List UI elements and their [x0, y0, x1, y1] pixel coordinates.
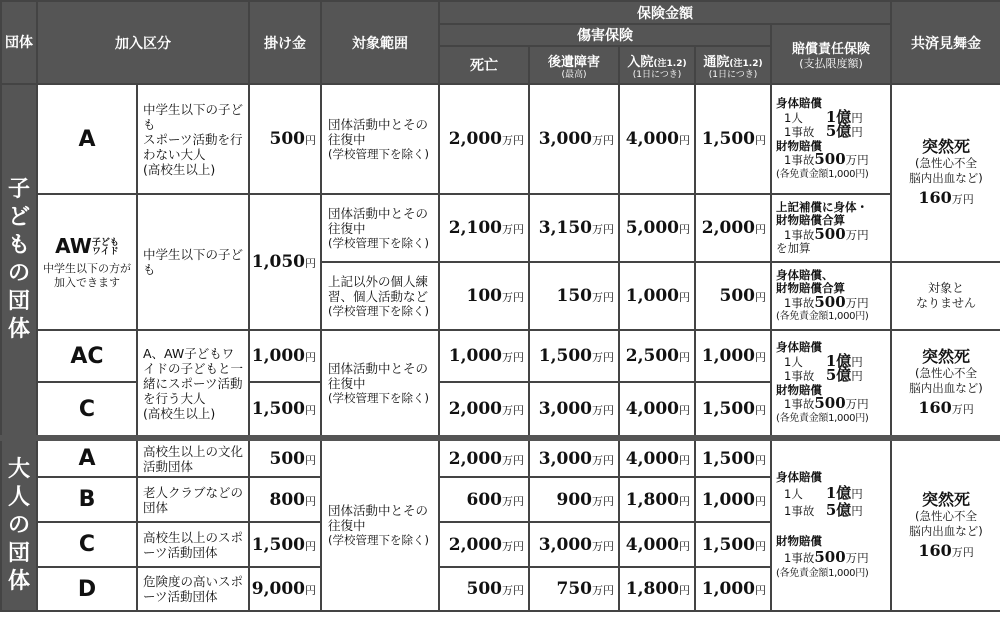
- outpatient-cell: 500円: [695, 262, 771, 330]
- header-mimai: 共済見舞金: [891, 1, 1000, 84]
- group-label-adults: [1, 438, 37, 611]
- outpatient-cell: 1,000円: [695, 477, 771, 522]
- inpatient-cell: 1,800円: [619, 567, 695, 611]
- category-desc: 老人クラブなどの団体: [137, 477, 249, 522]
- header-injury-insurance: 傷害保険: [439, 24, 771, 46]
- disability-cell: 3,000万円: [529, 382, 619, 438]
- disability-cell: 3,000万円: [529, 438, 619, 477]
- liability-cell: 上記補償に身体・ 財物賠償合算 1事故500万円 を加算: [771, 194, 891, 262]
- death-cell: 600万円: [439, 477, 529, 522]
- death-cell: 500万円: [439, 567, 529, 611]
- death-cell: 1,000万円: [439, 330, 529, 382]
- scope-cell: 団体活動中とその往復中 (学校管理下を除く): [321, 84, 439, 194]
- inpatient-cell: 4,000円: [619, 382, 695, 438]
- outpatient-cell: 2,000円: [695, 194, 771, 262]
- category-code: C: [37, 522, 137, 567]
- header-disability: 後遺障害 (最高): [529, 46, 619, 84]
- disability-cell: 900万円: [529, 477, 619, 522]
- category-desc: 高校生以上のスポーツ活動団体: [137, 522, 249, 567]
- liability-cell: 身体賠償 1人 1億円 1事故 5億円 財物賠償 1事故500万円 (各免責金額1,000円): [771, 438, 891, 611]
- fee-cell: 9,000円: [249, 567, 321, 611]
- category-code: A: [37, 84, 137, 194]
- header-group: 団体: [1, 1, 37, 84]
- mimai-cell: 対象と なりません: [891, 262, 1000, 330]
- fee-cell: 1,500円: [249, 382, 321, 438]
- category-code: AW子ども ワイド 中学生以下の方が加入できます: [37, 194, 137, 330]
- category-desc: 危険度の高いスポーツ活動団体: [137, 567, 249, 611]
- scope-cell: 団体活動中とその往復中 (学校管理下を除く): [321, 330, 439, 438]
- header-outpatient: 通院(注1.2) (1日につき): [695, 46, 771, 84]
- inpatient-cell: 1,000円: [619, 262, 695, 330]
- category-desc: 中学生以下の子ども スポーツ活動を行わない大人 (高校生以上): [137, 84, 249, 194]
- scope-cell: 団体活動中とその往復中 (学校管理下を除く): [321, 438, 439, 611]
- disability-cell: 3,150万円: [529, 194, 619, 262]
- fee-cell: 1,000円: [249, 330, 321, 382]
- category-code: A: [37, 438, 137, 477]
- outpatient-cell: 1,500円: [695, 438, 771, 477]
- inpatient-cell: 4,000円: [619, 84, 695, 194]
- group-label-kids: [1, 84, 37, 438]
- category-desc: A、AW子どもワイドの子どもと一緒にスポーツ活動を行う大人 (高校生以上): [137, 330, 249, 438]
- table-row: [1, 84, 1000, 194]
- category-desc: 中学生以下の子ども: [137, 194, 249, 330]
- disability-cell: 150万円: [529, 262, 619, 330]
- fee-cell: 1,500円: [249, 522, 321, 567]
- group-label-kids-text: 子 ど も の 団 体: [7, 177, 30, 342]
- liability-cell: 身体賠償 1人 1億円 1事故 5億円 財物賠償 1事故500万円 (各免責金額1,000円): [771, 84, 891, 194]
- disability-cell: 3,000万円: [529, 522, 619, 567]
- inpatient-cell: 4,000円: [619, 438, 695, 477]
- mimai-cell: 突然死 (急性心不全 脳内出血など) 160万円: [891, 438, 1000, 611]
- scope-cell: 団体活動中とその往復中 (学校管理下を除く): [321, 194, 439, 262]
- header-insurance-amount: 保険金額: [439, 1, 891, 24]
- table-row: [1, 330, 1000, 382]
- liability-cell: 身体賠償、 財物賠償合算 1事故500万円 (各免責金額1,000円): [771, 262, 891, 330]
- header-inpatient: 入院(注1.2) (1日につき): [619, 46, 695, 84]
- table-row: [1, 438, 1000, 477]
- mimai-cell: 突然死 (急性心不全 脳内出血など) 160万円: [891, 330, 1000, 438]
- category-code: C: [37, 382, 137, 438]
- disability-cell: 750万円: [529, 567, 619, 611]
- death-cell: 2,000万円: [439, 84, 529, 194]
- outpatient-cell: 1,500円: [695, 382, 771, 438]
- header-category: 加入区分: [37, 1, 249, 84]
- category-code: D: [37, 567, 137, 611]
- group-label-adults-text: 大 人 の 団 体: [7, 456, 30, 594]
- category-code: AC: [37, 330, 137, 382]
- disability-cell: 1,500万円: [529, 330, 619, 382]
- outpatient-cell: 1,500円: [695, 522, 771, 567]
- liability-cell: 身体賠償 1人 1億円 1事故 5億円 財物賠償 1事故500万円 (各免責金額1,000円): [771, 330, 891, 438]
- death-cell: 2,000万円: [439, 522, 529, 567]
- death-cell: 2,100万円: [439, 194, 529, 262]
- fee-cell: 500円: [249, 84, 321, 194]
- fee-cell: 1,050円: [249, 194, 321, 330]
- fee-cell: 800円: [249, 477, 321, 522]
- category-desc: 高校生以上の文化活動団体: [137, 438, 249, 477]
- outpatient-cell: 1,500円: [695, 84, 771, 194]
- death-cell: 2,000万円: [439, 438, 529, 477]
- mimai-cell: 突然死 (急性心不全 脳内出血など) 160万円: [891, 84, 1000, 262]
- inpatient-cell: 1,800円: [619, 477, 695, 522]
- disability-cell: 3,000万円: [529, 84, 619, 194]
- inpatient-cell: 4,000円: [619, 522, 695, 567]
- table-row: [1, 194, 1000, 262]
- scope-cell: 上記以外の個人練習、個人活動など (学校管理下を除く): [321, 262, 439, 330]
- fee-cell: 500円: [249, 438, 321, 477]
- inpatient-cell: 5,000円: [619, 194, 695, 262]
- death-cell: 2,000万円: [439, 382, 529, 438]
- header-fee: 掛け金: [249, 1, 321, 84]
- outpatient-cell: 1,000円: [695, 567, 771, 611]
- category-code: B: [37, 477, 137, 522]
- death-cell: 100万円: [439, 262, 529, 330]
- header-death: 死亡: [439, 46, 529, 84]
- header-liability: 賠償責任保険 (支払限度額): [771, 24, 891, 84]
- inpatient-cell: 2,500円: [619, 330, 695, 382]
- outpatient-cell: 1,000円: [695, 330, 771, 382]
- header-scope: 対象範囲: [321, 1, 439, 84]
